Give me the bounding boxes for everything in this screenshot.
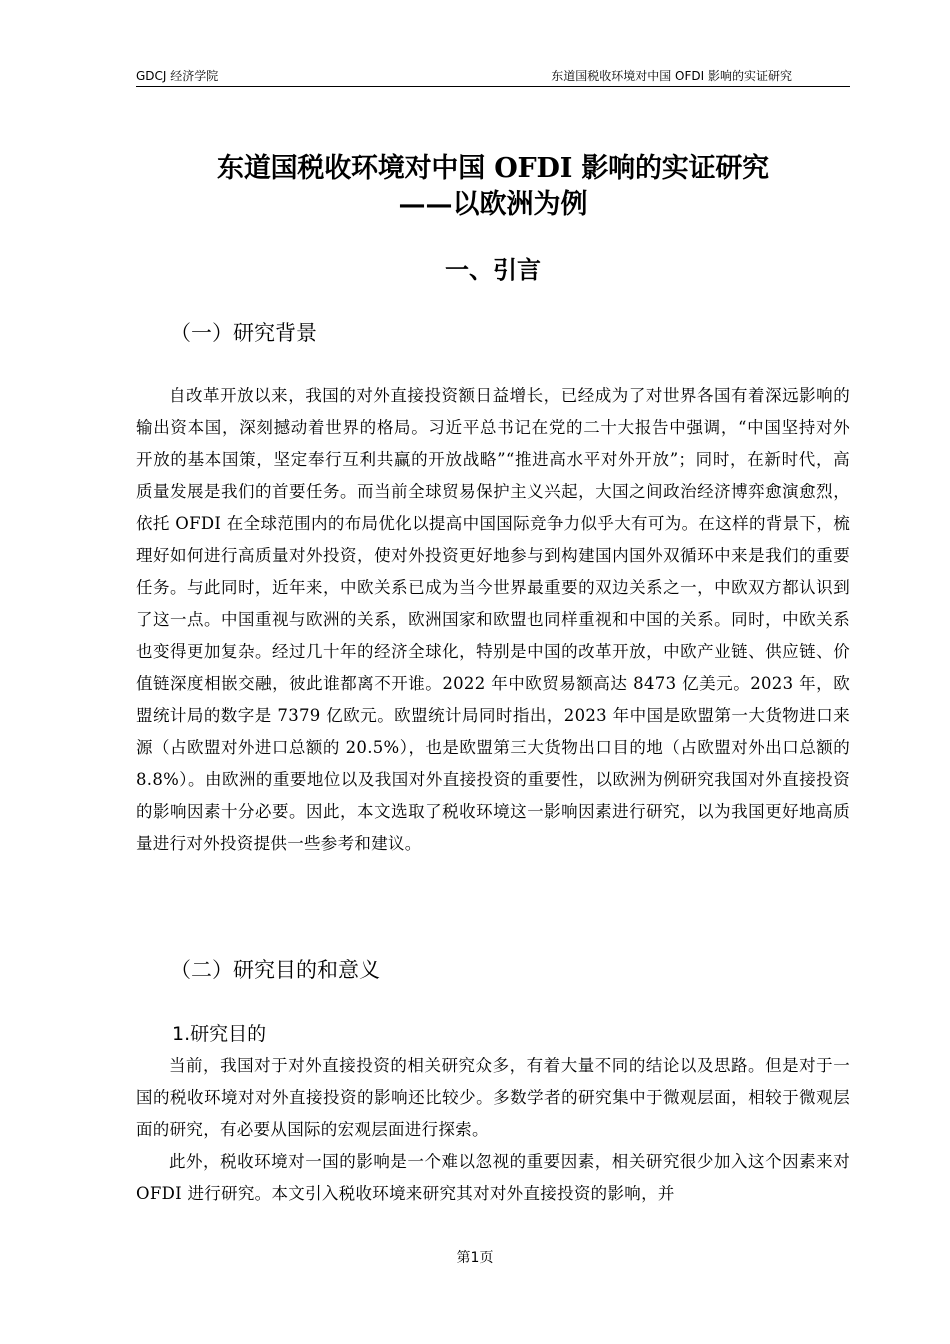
- subsection-heading-background: （一）研究背景: [170, 321, 317, 345]
- header-left-text: GDCJ 经济学院: [136, 69, 219, 83]
- paper-subtitle: ——以欧洲为例: [398, 189, 588, 220]
- running-header: [136, 66, 850, 87]
- subsection-heading-purpose-significance: （二）研究目的和意义: [170, 958, 380, 982]
- paper-title: 东道国税收环境对中国 OFDI 影响的实证研究: [217, 153, 769, 184]
- purpose-paragraph-1: 当前，我国对于对外直接投资的相关研究众多，有着大量不同的结论以及思路。但是对于一国的税收环境对对外直接投资的影响还比较少。多数学者的研究集中于微观层面，相较于微观层面的研究，有必要从国际的宏观层面进行探索。: [136, 1056, 850, 1139]
- section-heading-introduction: 一、引言: [445, 256, 541, 284]
- header-right-text: 东道国税收环境对中国 OFDI 影响的实证研究: [551, 69, 792, 83]
- purpose-paragraph-2: 此外，税收环境对一国的影响是一个难以忽视的重要因素，相关研究很少加入这个因素来对 OFDI 进行研究。本文引入税收环境来研究其对对外直接投资的影响，并: [136, 1152, 850, 1203]
- minor-heading-research-purpose: 1.研究目的: [172, 1023, 267, 1045]
- page-number: 第1页: [456, 1250, 494, 1266]
- background-paragraph: 自改革开放以来，我国的对外直接投资额日益增长，已经成为了对世界各国有着深远影响的输出资本国，深刻撼动着世界的格局。习近平总书记在党的二十大报告中强调，“中国坚持对外开放的基本国策，坚定奉行互利共赢的开放战略”“推进高水平对外开放”；同时，在新时代，高质量发展是我们的首要任务。而当前全球贸易保护主义兴起，大国之间政治经济博弈愈演愈烈，依托 OFDI 在全球范围内的布局优化以提高中国国际竞争力似乎大有可为。在这样的背景下，梳理好如何进行高质量对外投资，使对外投资更好地参与到构建国内国外双循环中来是我们的重要任务。与此同时，近年来，中欧关系已成为当今世界最重要的双边关系之一，中欧双方都认识到了这一点。中国重视与欧洲的关系，欧洲国家和欧盟也同样重视和中国的关系。同时，中欧关系也变得更加复杂。经过几十年的经济全球化，特别是中国的改革开放，中欧产业链、供应链、价值链深度相嵌交融，彼此谁都离不开谁。2022 年中欧贸易额高达 8473 亿美元。2023 年，欧盟统计局的数字是 7379 亿欧元。欧盟统计局同时指出，2023 年中国是欧盟第一大货物进口来源（占欧盟对外进口总额的 20.5%），也是欧盟第三大货物出口目的地（占欧盟对外出口总额的 8.8%）。由欧洲的重要地位以及我国对外直接投资的重要性，以欧洲为例研究我国对外直接投资的影响因素十分必要。因此，本文选取了税收环境这一影响因素进行研究，以为我国更好地高质量进行对外投资提供一些参考和建议。: [136, 386, 850, 853]
